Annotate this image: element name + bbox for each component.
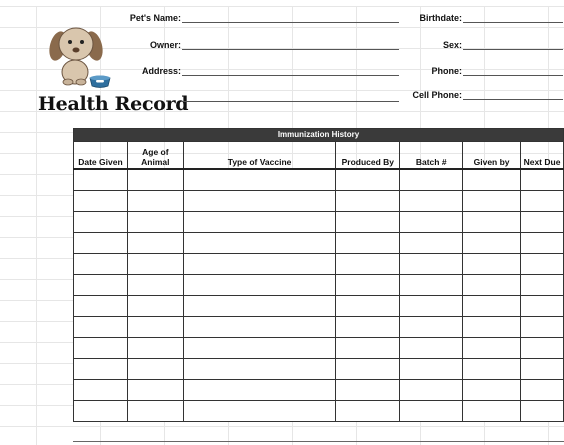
column-header-batch: Batch # <box>400 142 463 170</box>
table-cell[interactable] <box>74 338 128 359</box>
table-cell[interactable] <box>463 380 521 401</box>
table-cell[interactable] <box>336 275 400 296</box>
table-cell[interactable] <box>336 191 400 212</box>
table-cell[interactable] <box>74 380 128 401</box>
table-cell[interactable] <box>400 317 463 338</box>
table-cell[interactable] <box>127 338 183 359</box>
table-cell[interactable] <box>127 317 183 338</box>
immunization-table <box>73 128 564 422</box>
table-cell[interactable] <box>336 233 400 254</box>
table-cell[interactable] <box>127 191 183 212</box>
divider <box>73 441 564 442</box>
pets-name-field[interactable] <box>182 22 399 23</box>
table-cell[interactable] <box>400 401 463 422</box>
table-cell[interactable] <box>127 380 183 401</box>
table-cell[interactable] <box>400 296 463 317</box>
table-body <box>74 169 564 422</box>
table-cell[interactable] <box>127 212 183 233</box>
table-row <box>74 401 564 422</box>
table-cell[interactable] <box>521 359 564 380</box>
column-header-given-by: Given by <box>463 142 521 170</box>
table-cell[interactable] <box>74 233 128 254</box>
table-cell[interactable] <box>463 212 521 233</box>
table-cell[interactable] <box>521 212 564 233</box>
table-cell[interactable] <box>127 401 183 422</box>
table-row <box>74 254 564 275</box>
dog-bowl-icon <box>90 76 110 88</box>
table-cell[interactable] <box>183 380 336 401</box>
table-cell[interactable] <box>183 254 336 275</box>
table-cell[interactable] <box>400 233 463 254</box>
dog-logo-icon <box>48 24 112 90</box>
address-field[interactable] <box>182 75 399 76</box>
table-cell[interactable] <box>183 296 336 317</box>
table-cell[interactable] <box>336 338 400 359</box>
table-cell[interactable] <box>521 296 564 317</box>
table-cell[interactable] <box>74 296 128 317</box>
table-cell[interactable] <box>400 254 463 275</box>
address-field-line2[interactable] <box>182 101 399 102</box>
sex-field[interactable] <box>463 49 563 50</box>
table-cell[interactable] <box>127 296 183 317</box>
table-cell[interactable] <box>183 275 336 296</box>
table-cell[interactable] <box>127 169 183 191</box>
table-cell[interactable] <box>463 275 521 296</box>
table-cell[interactable] <box>400 212 463 233</box>
table-cell[interactable] <box>183 169 336 191</box>
table-row <box>74 233 564 254</box>
table-cell[interactable] <box>400 275 463 296</box>
table-cell[interactable] <box>74 401 128 422</box>
table-cell[interactable] <box>183 401 336 422</box>
table-cell[interactable] <box>400 380 463 401</box>
table-row <box>74 296 564 317</box>
table-cell[interactable] <box>463 317 521 338</box>
table-cell[interactable] <box>336 254 400 275</box>
table-row <box>74 359 564 380</box>
table-cell[interactable] <box>74 169 128 191</box>
table-row <box>74 169 564 191</box>
phone-field[interactable] <box>463 75 563 76</box>
table-cell[interactable] <box>463 359 521 380</box>
owner-label: Owner: <box>149 40 181 50</box>
table-cell[interactable] <box>127 275 183 296</box>
table-row <box>74 338 564 359</box>
table-row <box>74 191 564 212</box>
table-cell[interactable] <box>463 338 521 359</box>
owner-field[interactable] <box>182 49 399 50</box>
table-cell[interactable] <box>400 338 463 359</box>
table-cell[interactable] <box>336 380 400 401</box>
table-cell[interactable] <box>521 233 564 254</box>
table-cell[interactable] <box>183 191 336 212</box>
table-cell[interactable] <box>463 169 521 191</box>
table-cell[interactable] <box>521 169 564 191</box>
table-cell[interactable] <box>463 233 521 254</box>
table-cell[interactable] <box>521 401 564 422</box>
table-cell[interactable] <box>521 338 564 359</box>
table-cell[interactable] <box>400 191 463 212</box>
page-title: Health Record <box>38 93 189 115</box>
table-cell[interactable] <box>463 296 521 317</box>
column-header-produced-by: Produced By <box>336 142 400 170</box>
table-cell[interactable] <box>521 317 564 338</box>
table-row <box>74 275 564 296</box>
table-cell[interactable] <box>74 317 128 338</box>
cell-phone-label: Cell Phone: <box>412 90 462 100</box>
column-header-type-of-vaccine: Type of Vaccine <box>183 142 336 170</box>
column-header-age-of-animal: Age of Animal <box>127 142 183 170</box>
table-cell[interactable] <box>521 254 564 275</box>
table-cell[interactable] <box>74 275 128 296</box>
birthdate-label: Birthdate: <box>419 13 462 23</box>
table-row <box>74 317 564 338</box>
table-cell[interactable] <box>521 275 564 296</box>
phone-label: Phone: <box>431 66 462 76</box>
table-cell[interactable] <box>336 317 400 338</box>
address-label: Address: <box>141 66 181 76</box>
sheet-margin <box>0 0 564 6</box>
table-cell[interactable] <box>463 254 521 275</box>
column-header-next-due: Next Due <box>521 142 564 170</box>
table-cell[interactable] <box>521 191 564 212</box>
table-cell[interactable] <box>127 233 183 254</box>
table-cell[interactable] <box>463 401 521 422</box>
table-cell[interactable] <box>74 191 128 212</box>
table-cell[interactable] <box>74 212 128 233</box>
table-cell[interactable] <box>74 254 128 275</box>
table-cell[interactable] <box>183 359 336 380</box>
table-cell[interactable] <box>336 212 400 233</box>
table-cell[interactable] <box>400 359 463 380</box>
table-cell[interactable] <box>336 169 400 191</box>
birthdate-field[interactable] <box>463 22 563 23</box>
table-cell[interactable] <box>183 317 336 338</box>
table-cell[interactable] <box>183 233 336 254</box>
table-cell[interactable] <box>183 338 336 359</box>
cell-phone-field[interactable] <box>463 99 563 100</box>
table-row <box>74 212 564 233</box>
column-header-date-given: Date Given <box>74 142 128 170</box>
table-cell[interactable] <box>463 191 521 212</box>
table-row <box>74 380 564 401</box>
table-banner: Immunization History <box>74 129 564 142</box>
table-cell[interactable] <box>127 254 183 275</box>
pets-name-label: Pet's Name: <box>129 13 181 23</box>
table-cell[interactable] <box>127 359 183 380</box>
table-cell[interactable] <box>400 169 463 191</box>
table-cell[interactable] <box>183 212 336 233</box>
table-cell[interactable] <box>74 359 128 380</box>
table-cell[interactable] <box>521 380 564 401</box>
table-cell[interactable] <box>336 359 400 380</box>
sex-label: Sex: <box>442 40 462 50</box>
table-cell[interactable] <box>336 401 400 422</box>
table-cell[interactable] <box>336 296 400 317</box>
